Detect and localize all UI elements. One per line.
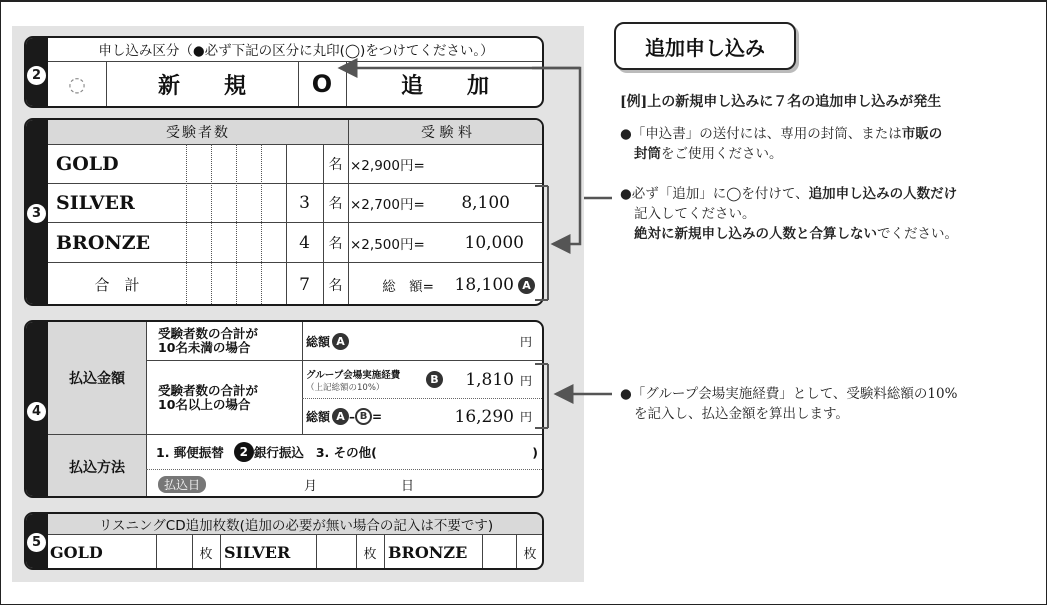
note-group-fee: ●「グループ会場実施経費」として、受験料総額の10% を記入し、払込金額を算出します。 bbox=[620, 386, 958, 422]
payment-method-label: 払込方法 bbox=[48, 435, 146, 498]
option-blank[interactable]: ◌ bbox=[68, 72, 86, 96]
method-other[interactable]: 3. その他( bbox=[315, 445, 377, 460]
example-text: [例]上の新規申し込みに７名の追加申し込みが発生 bbox=[620, 94, 942, 110]
method-bank[interactable]: 銀行振込 bbox=[253, 445, 304, 460]
note-add-count: ●必ず「追加」に◯を付けて、追加申し込みの人数だけ 記入してください。 絶対に新規申し込みの人数と合算しないでください。 bbox=[620, 186, 958, 242]
badge-a-icon: A bbox=[332, 333, 349, 350]
group-fee-value[interactable]: 1,810 bbox=[465, 370, 514, 390]
badge-b-outline-icon: B bbox=[355, 408, 372, 425]
total-a-label: 総額 bbox=[306, 334, 331, 349]
yen-label: 円 bbox=[520, 410, 533, 424]
badge-a-icon: A bbox=[332, 408, 349, 425]
under-10-label: 受験者数の合計が 10名未満の場合 bbox=[158, 326, 259, 355]
total-fee-label: 総 額= bbox=[382, 278, 434, 295]
yen-label: 円 bbox=[520, 373, 533, 388]
minus-sign: – bbox=[349, 409, 356, 424]
header-fee: 受 験 料 bbox=[349, 120, 544, 144]
payment-amount-label: 払込金額 bbox=[48, 322, 146, 434]
unit-label: 名 bbox=[328, 157, 343, 173]
net-value[interactable]: 16,290 bbox=[454, 406, 514, 427]
grade-silver: SILVER bbox=[56, 192, 135, 214]
month-label: 月 bbox=[304, 478, 318, 494]
payment-date-label: 払込日 bbox=[158, 476, 206, 493]
arrow-to-form-top bbox=[532, 68, 580, 244]
section-number: 5 bbox=[27, 533, 46, 552]
over-10-label: 受験者数の合計が 10名以上の場合 bbox=[158, 383, 259, 412]
total-amount[interactable]: 18,100 bbox=[454, 274, 514, 295]
selected-mark-icon: 2 bbox=[234, 442, 254, 462]
group-fee-label: グループ会場実施経費 bbox=[306, 370, 401, 381]
count-silver[interactable]: 3 bbox=[299, 193, 310, 213]
option-new[interactable]: 新 規 bbox=[157, 73, 246, 99]
cd-bronze: BRONZE bbox=[388, 543, 468, 562]
cd-silver: SILVER bbox=[224, 543, 291, 562]
method-postal[interactable]: 1. 郵便振替 bbox=[156, 445, 224, 460]
badge-b-icon: B bbox=[426, 371, 443, 388]
equals-sign: = bbox=[372, 409, 383, 424]
unit-label: 名 bbox=[328, 235, 343, 252]
count-bronze[interactable]: 4 bbox=[299, 232, 310, 253]
amount-silver[interactable]: 8,100 bbox=[461, 193, 510, 213]
option-add[interactable]: 追 加 bbox=[400, 73, 489, 99]
note-envelope: ●「申込書」の送付には、専用の封筒、または市販の 封筒をご使用ください。 bbox=[620, 126, 943, 162]
cd-gold: GOLD bbox=[50, 543, 103, 562]
unit-label: 枚 bbox=[363, 547, 377, 562]
unit-label: 枚 bbox=[523, 547, 537, 562]
total-label: 合 計 bbox=[94, 276, 140, 294]
fee-bronze: ×2,500円= bbox=[350, 236, 425, 253]
header-count: 受験者数 bbox=[48, 120, 348, 144]
section-number: 3 bbox=[27, 204, 46, 223]
method-close: ) bbox=[532, 444, 538, 460]
section-title: リスニングCD追加枚数(追加の必要が無い場合の記入は不要です) bbox=[48, 514, 544, 534]
grade-bronze: BRONZE bbox=[56, 231, 151, 254]
badge-a-icon: A bbox=[518, 277, 535, 294]
section-number: 4 bbox=[27, 402, 46, 421]
fee-silver: ×2,700円= bbox=[350, 197, 425, 213]
group-fee-sub: （上記総額の10%） bbox=[306, 383, 385, 393]
unit-label: 枚 bbox=[199, 547, 213, 562]
grade-gold: GOLD bbox=[56, 153, 119, 175]
circle-mark: O bbox=[311, 70, 333, 98]
fee-gold: ×2,900円= bbox=[350, 158, 425, 174]
section-title: 申し込み区分（●必ず下記の区分に丸印(◯)をつけてください。） bbox=[98, 43, 494, 59]
amount-bronze[interactable]: 10,000 bbox=[464, 232, 524, 253]
net-label: 総額 bbox=[306, 410, 331, 424]
yen-label: 円 bbox=[520, 334, 533, 349]
unit-label: 名 bbox=[328, 277, 343, 294]
section-number: 2 bbox=[27, 66, 46, 85]
total-count[interactable]: 7 bbox=[299, 274, 310, 295]
unit-label: 名 bbox=[328, 196, 343, 212]
day-label: 日 bbox=[401, 478, 415, 494]
panel-title: 追加申し込み bbox=[614, 22, 796, 70]
